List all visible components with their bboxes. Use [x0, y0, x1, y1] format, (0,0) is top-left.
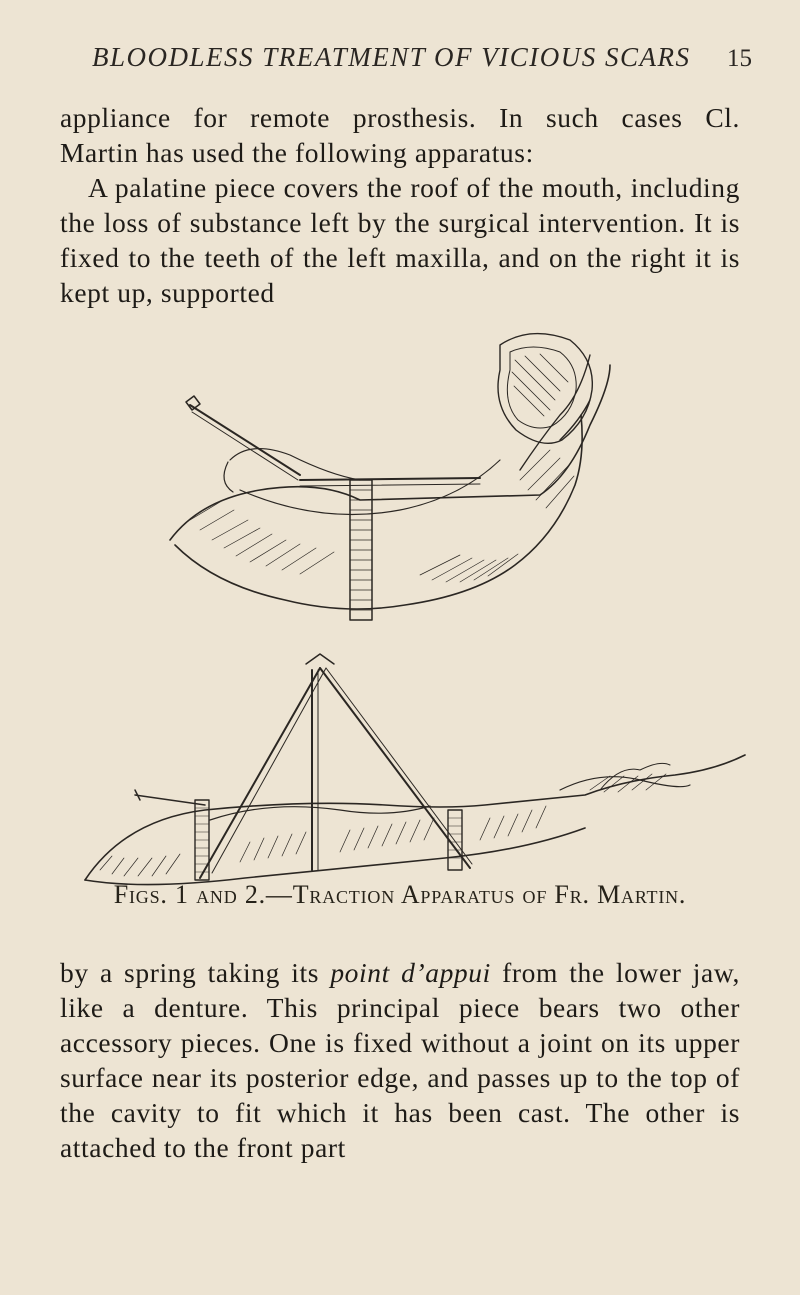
page-number: 15 [727, 45, 752, 72]
figure-caption [60, 880, 740, 910]
caption-text: 1 and 2.—Traction Apparatus of Fr. Martin. [167, 880, 687, 909]
figure-2-screw-rod [195, 800, 462, 880]
text-run: by a spring taking its [60, 957, 331, 988]
figure-2-jaw-piece [85, 755, 745, 885]
text-run: from the lower jaw, like a denture. This principal piece bears two other accessory pieces. One is fixed without a joint on its upper surface near its posterior edge, and passes up to the top of the cavity to fit which it has been cast. The other is attached to the front part [60, 957, 740, 1163]
text-line: appliance for remote prosthesis. In such cases Cl. [60, 102, 740, 133]
paragraph [60, 955, 740, 1165]
text-line: Martin has used the following apparatus: [60, 137, 534, 168]
italic-phrase: point d’appui [330, 957, 491, 988]
running-head-title: BLOODLESS TREATMENT OF VICIOUS SCARS [92, 42, 691, 72]
caption-prefix: Figs. [113, 880, 168, 909]
bottom-text-block [60, 955, 740, 1165]
figure-2-triangular-frame [200, 654, 472, 878]
paragraph: A palatine piece covers the roof of the mouth, including the loss of substance left by the surgical intervention. It is fixed to the teeth of the left maxilla, and on the right it is kept up, supported [60, 172, 740, 308]
